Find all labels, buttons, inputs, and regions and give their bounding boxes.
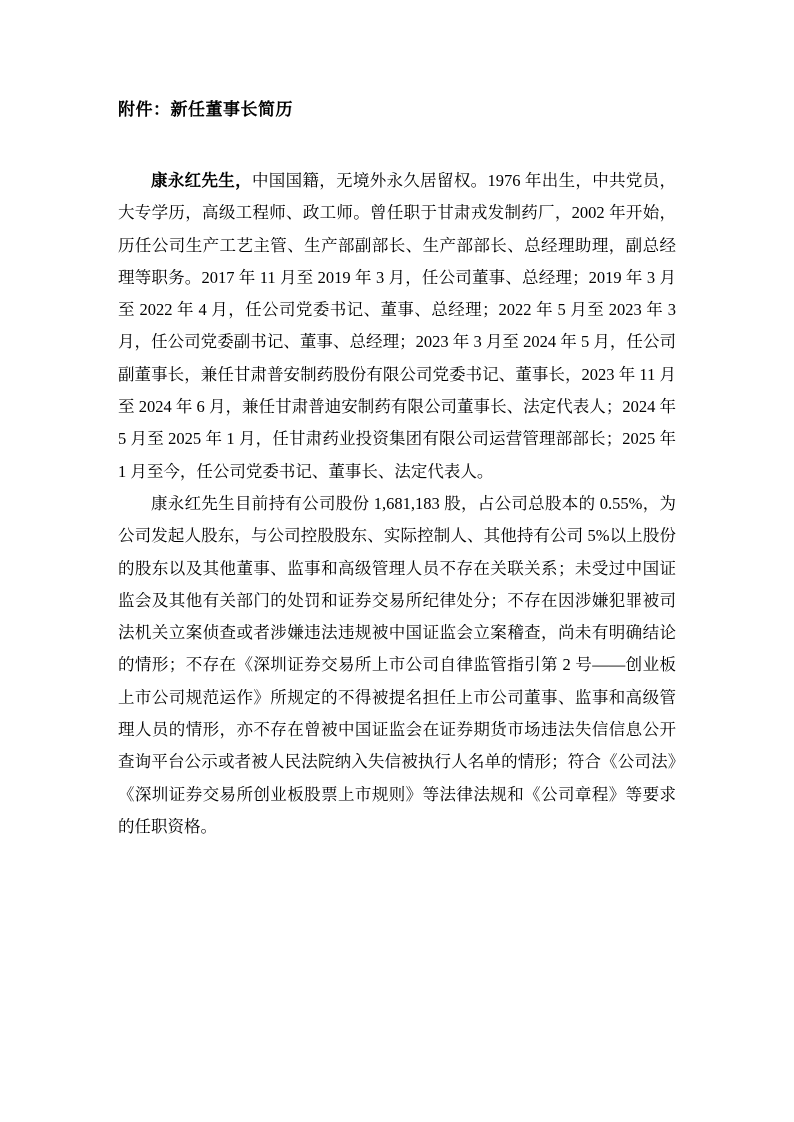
document-content: [118, 97, 676, 843]
biography-paragraph: [118, 165, 676, 488]
shareholding-paragraph: [118, 488, 676, 843]
attachment-title: 附件：新任董事长简历: [118, 100, 293, 119]
person-name-lead: 康永红先生，: [151, 171, 252, 190]
shareholding-text: 康永红先生目前持有公司股份 1,681,183 股，占公司总股本的 0.55%，为公司发起人股东，与公司控股股东、实际控制人、其他持有公司 5%以上股份的股东以及其他董事、监事和高级管理人员不存在关联关系；未受过中国证监会及其他有关部门的处罚和证券交易所纪律处分；不存在因涉嫌犯罪被司法机关立案侦查或者涉嫌违法违规被中国证监会立案稽查，尚未有明确结论的情形；不存在《深圳证券交易所上市公司自律监管指引第 2 号——创业板上市公司规范运作》所规定的不得被提名担任上市公司董事、监事和高级管理人员的情形，亦不存在曾被中国证监会在证券期货市场违法失信信息公开查询平台公示或者被人民法院纳入失信被执行人名单的情形；符合《公司法》《深圳证券交易所创业板股票上市规则》等法律法规和《公司章程》等要求的任职资格。: [118, 493, 676, 836]
biography-text: 中国国籍，无境外永久居留权。1976 年出生，中共党员，大专学历，高级工程师、政工师。曾任职于甘肃戎发制药厂，2002 年开始，历任公司生产工艺主管、生产部副部长、生产部部长、总经理助理，副总经理等职务。2017 年 11 月至 2019 年 3 月，任公司董事、总经理；2019 年 3 月至 2022 年 4 月，任公司党委书记、董事、总经理；2022 年 5 月至 2023 年 3 月，任公司党委副书记、董事、总经理；2023 年 3 月至 2024 年 5 月，任公司副董事长，兼任甘肃普安制药股份有限公司党委书记、董事长，2023 年 11 月至 2024 年 6 月，兼任甘肃普迪安制药有限公司董事长、法定代表人；2024 年 5 月至 2025 年 1 月，任甘肃药业投资集团有限公司运营管理部部长；2025 年 1 月至今，任公司党委书记、董事长、法定代表人。: [118, 171, 677, 481]
